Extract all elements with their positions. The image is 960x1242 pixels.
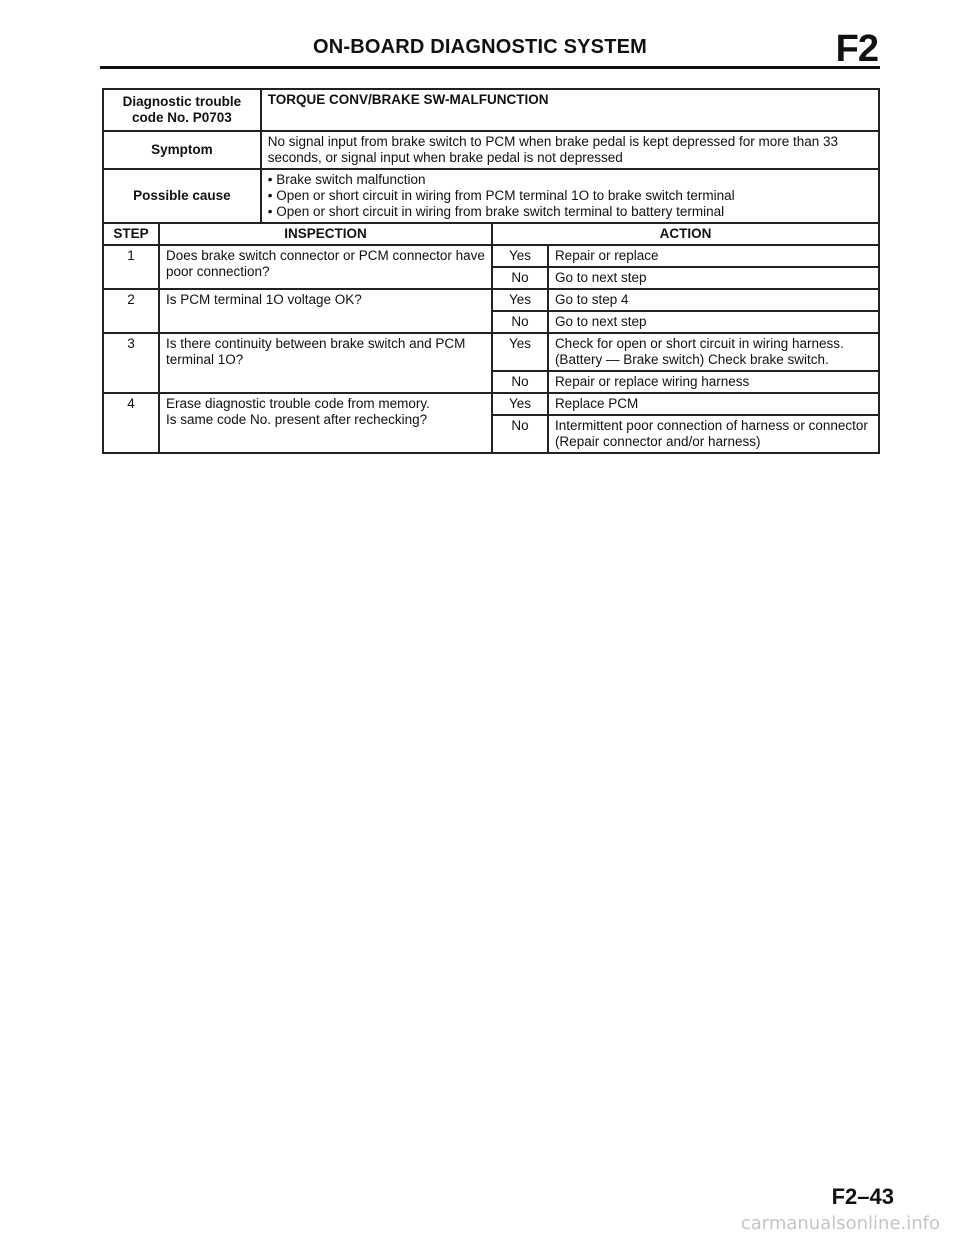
no-label: No (492, 415, 548, 453)
inspection-line: Erase diagnostic trouble code from memory. (165, 396, 430, 411)
page-number: F2–43 (831, 1184, 894, 1209)
action-header: ACTION (492, 223, 879, 245)
yes-action (548, 333, 879, 371)
section-code: F2 (835, 28, 878, 70)
no-label: No (492, 267, 548, 289)
step-header: STEP (103, 223, 159, 245)
column-header-row (103, 223, 879, 245)
cause-list (268, 172, 872, 220)
symptom-value: No signal input from brake switch to PCM when brake pedal is kept depressed for more than 33 seconds, or signal input when brake pedal is not depressed (261, 131, 879, 169)
yes-action: Repair or replace (548, 245, 879, 267)
step-inspection (159, 393, 492, 453)
step-number: 3 (103, 333, 159, 393)
yes-label: Yes (492, 289, 548, 311)
symptom-row (103, 131, 879, 169)
step-number: 2 (103, 289, 159, 333)
no-action: Go to next step (548, 267, 879, 289)
step-row (103, 245, 879, 267)
no-action: Repair or replace wiring harness (548, 371, 879, 393)
inspection-line: Is same code No. present after rechecking? (165, 412, 428, 427)
yes-action-line: Check for open or short circuit in wiring harness. (554, 336, 844, 351)
cause-item: • Open or short circuit in wiring from PCM terminal 1O to brake switch terminal (268, 188, 872, 204)
no-label: No (492, 311, 548, 333)
no-action: Go to next step (548, 311, 879, 333)
no-action-line: Intermittent poor connection of harness or connector (554, 418, 868, 433)
diagnostic-table (102, 88, 880, 454)
step-inspection: Does brake switch connector or PCM connector have poor connection? (159, 245, 492, 289)
yes-action-line: (Battery — Brake switch) Check brake switch. (554, 352, 829, 367)
no-label: No (492, 371, 548, 393)
dtc-label: Diagnostic trouble code No. P0703 (103, 89, 261, 131)
cause-item: • Open or short circuit in wiring from brake switch terminal to battery terminal (268, 204, 872, 220)
inspection-header: INSPECTION (159, 223, 492, 245)
symptom-label: Symptom (103, 131, 261, 169)
no-action-line: (Repair connector and/or harness) (554, 434, 761, 449)
header-divider (100, 66, 880, 69)
yes-action: Go to step 4 (548, 289, 879, 311)
dtc-value: TORQUE CONV/BRAKE SW-MALFUNCTION (261, 89, 879, 131)
step-row (103, 333, 879, 371)
page-title: ON-BOARD DIAGNOSTIC SYSTEM (312, 36, 648, 58)
cause-label: Possible cause (103, 169, 261, 223)
yes-action: Replace PCM (548, 393, 879, 415)
yes-label: Yes (492, 333, 548, 371)
cause-row (103, 169, 879, 223)
step-inspection: Is PCM terminal 1O voltage OK? (159, 289, 492, 333)
dtc-row (103, 89, 879, 131)
step-row (103, 289, 879, 311)
yes-label: Yes (492, 393, 548, 415)
watermark: carmanualsonline.info (740, 1213, 940, 1234)
no-action (548, 415, 879, 453)
cause-item: • Brake switch malfunction (268, 172, 872, 188)
step-inspection: Is there continuity between brake switch and PCM terminal 1O? (159, 333, 492, 393)
step-number: 1 (103, 245, 159, 289)
yes-label: Yes (492, 245, 548, 267)
step-row (103, 393, 879, 415)
step-number: 4 (103, 393, 159, 453)
cause-list-cell (261, 169, 879, 223)
